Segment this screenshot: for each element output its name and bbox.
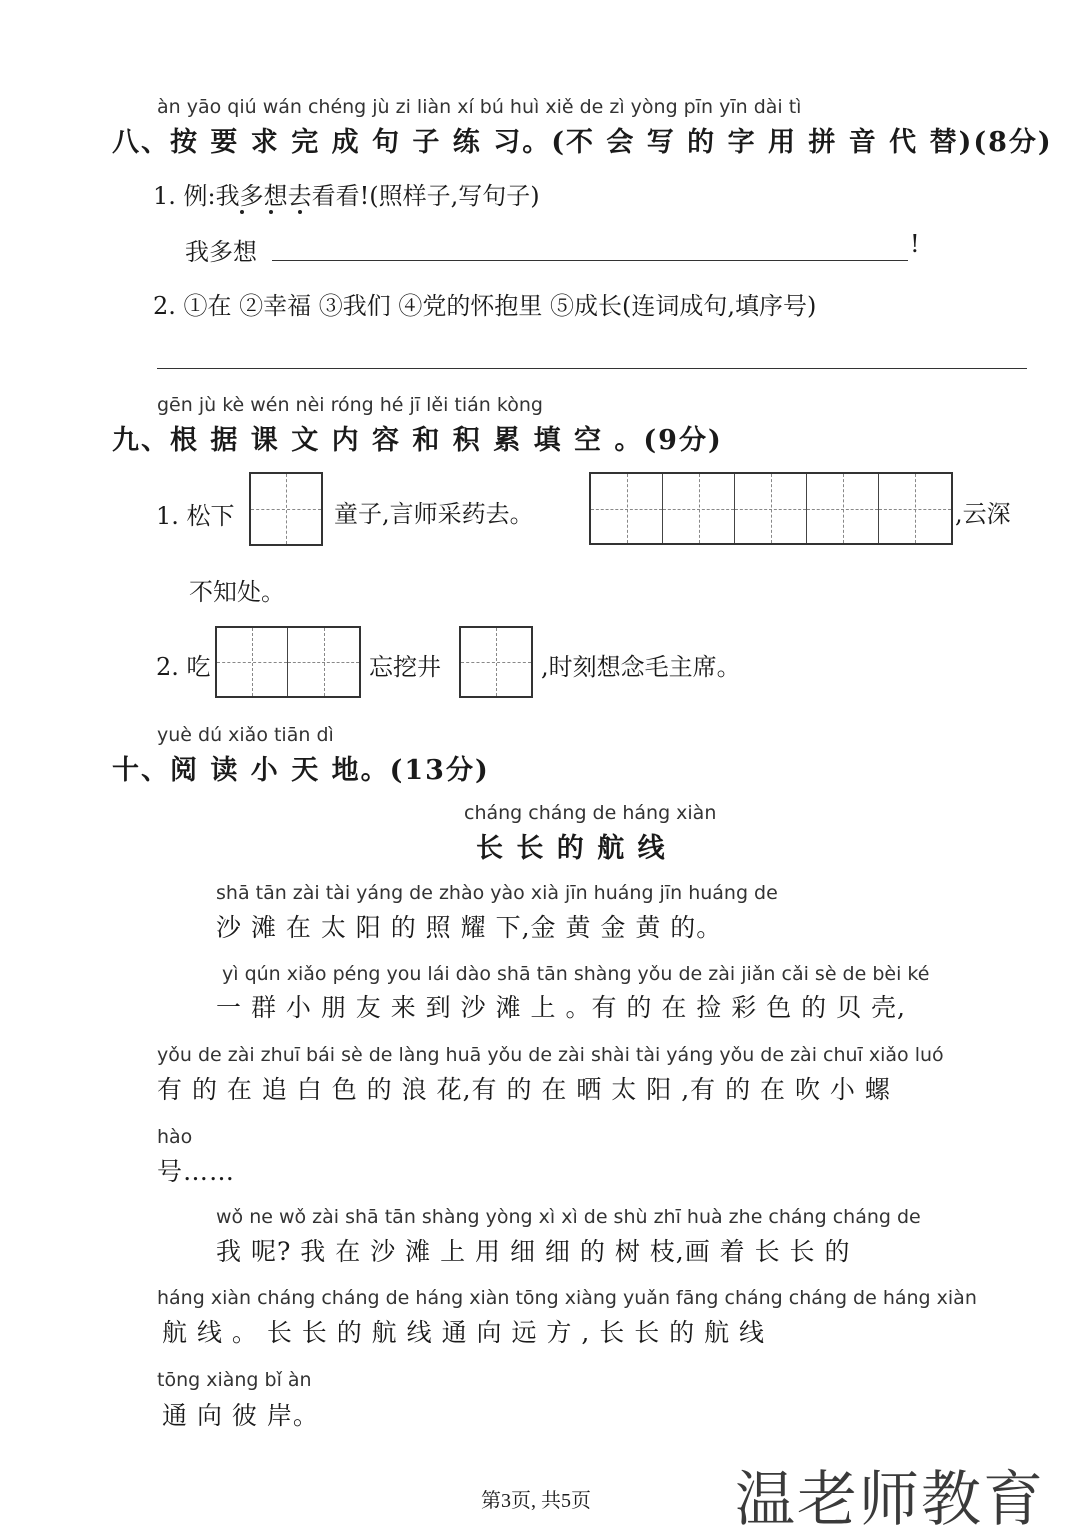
section9-q1-end: ,云深 (955, 500, 1011, 528)
section9-q1-num: 1. 松下 (156, 502, 235, 530)
emphasis-dot (298, 210, 302, 214)
section9-q2-num: 2. 吃 (156, 653, 211, 681)
poem-line-pinyin: tōng xiàng bǐ àn (157, 1369, 312, 1391)
poem-title-pinyin: cháng cháng de háng xiàn (464, 802, 717, 824)
poem-line-pinyin: háng xiàn cháng cháng de háng xiàn tōng xiàng yuǎn fāng cháng cháng de háng xiàn (157, 1287, 977, 1309)
section10-pinyin: yuè dú xiǎo tiān dì (157, 724, 334, 746)
grid-cell[interactable] (663, 474, 735, 543)
answer-grid-3[interactable] (215, 626, 361, 698)
answer-grid-2[interactable] (589, 472, 953, 545)
section8-q1-prefix: 我多想 (185, 238, 257, 266)
answer-grid-1[interactable] (249, 472, 323, 546)
poem-line: 一 群 小 朋 友 来 到 沙 滩 上 。有 的 在 捡 彩 色 的 贝 壳, (216, 993, 906, 1022)
watermark: 温老师教育 (735, 1465, 1045, 1535)
poem-line: 通 向 彼 岸。 (162, 1401, 319, 1430)
poem-line: 我 呢? 我 在 沙 滩 上 用 细 细 的 树 枝,画 着 长 长 的 (216, 1237, 851, 1266)
section9-pinyin: gēn jù kè wén nèi róng hé jī lěi tián kòng (157, 394, 543, 416)
grid-cell[interactable] (461, 628, 531, 696)
poem-line: 号…… (157, 1157, 236, 1186)
poem-line-pinyin: hào (157, 1126, 193, 1148)
page-number: 第3页, 共5页 (481, 1490, 591, 1512)
poem-line-pinyin: shā tān zài tài yáng de zhào yào xià jīn huáng jīn huáng de (216, 882, 778, 904)
section9-q1-mid: 童子,言师采药去。 (334, 500, 534, 528)
grid-cell[interactable] (591, 474, 663, 543)
poem-line-pinyin: wǒ ne wǒ zài shā tān shàng yòng xì xì de shù zhī huà zhe cháng cháng de (216, 1206, 921, 1228)
poem-line-pinyin: yì qún xiǎo péng you lái dào shā tān shàng yǒu de zài jiǎn cǎi sè de bèi ké (222, 963, 930, 985)
answer-line-q1[interactable] (272, 260, 908, 261)
section8-q1: 1. 例:我多想去看看!(照样子,写句子) (153, 182, 540, 210)
poem-line: 有 的 在 追 白 色 的 浪 花,有 的 在 晒 太 阳 ,有 的 在 吹 小 螺 (157, 1075, 891, 1104)
section8-q1-suffix: ! (910, 230, 920, 258)
section8-pinyin: àn yāo qiú wán chéng jù zi liàn xí bú huì xiě de zì yòng pīn yīn dài tì (157, 96, 802, 118)
section9-q1-cont: 不知处。 (189, 578, 285, 606)
poem-line: 沙 滩 在 太 阳 的 照 耀 下,金 黄 金 黄 的。 (216, 913, 723, 942)
grid-cell[interactable] (251, 474, 321, 544)
emphasis-dot (269, 210, 273, 214)
poem-line: 航 线 。 长 长 的 航 线 通 向 远 方 , 长 长 的 航 线 (162, 1318, 766, 1347)
section10-title: 十、阅 读 小 天 地。(13分) (112, 755, 490, 786)
grid-cell[interactable] (735, 474, 807, 543)
poem-title: 长 长 的 航 线 (476, 833, 667, 864)
section9-q2-mid: 忘挖井 (369, 653, 441, 681)
section9-q2-end: ,时刻想念毛主席。 (541, 653, 741, 681)
grid-cell[interactable] (879, 474, 951, 543)
grid-cell[interactable] (288, 628, 359, 696)
section9-title: 九、根 据 课 文 内 容 和 积 累 填 空 。(9分) (112, 425, 723, 456)
grid-cell[interactable] (807, 474, 879, 543)
section8-q2: 2. ①在 ②幸福 ③我们 ④党的怀抱里 ⑤成长(连词成句,填序号) (153, 292, 817, 320)
poem-line-pinyin: yǒu de zài zhuī bái sè de làng huā yǒu de zài shài tài yáng yǒu de zài chuī xiǎo luó (157, 1044, 944, 1066)
emphasis-dot (240, 210, 244, 214)
section8-title: 八、按 要 求 完 成 句 子 练 习。(不 会 写 的 字 用 拼 音 代 替)(8分) (112, 127, 1053, 158)
grid-cell[interactable] (217, 628, 288, 696)
answer-line-q2[interactable] (157, 368, 1027, 369)
answer-grid-4[interactable] (459, 626, 533, 698)
